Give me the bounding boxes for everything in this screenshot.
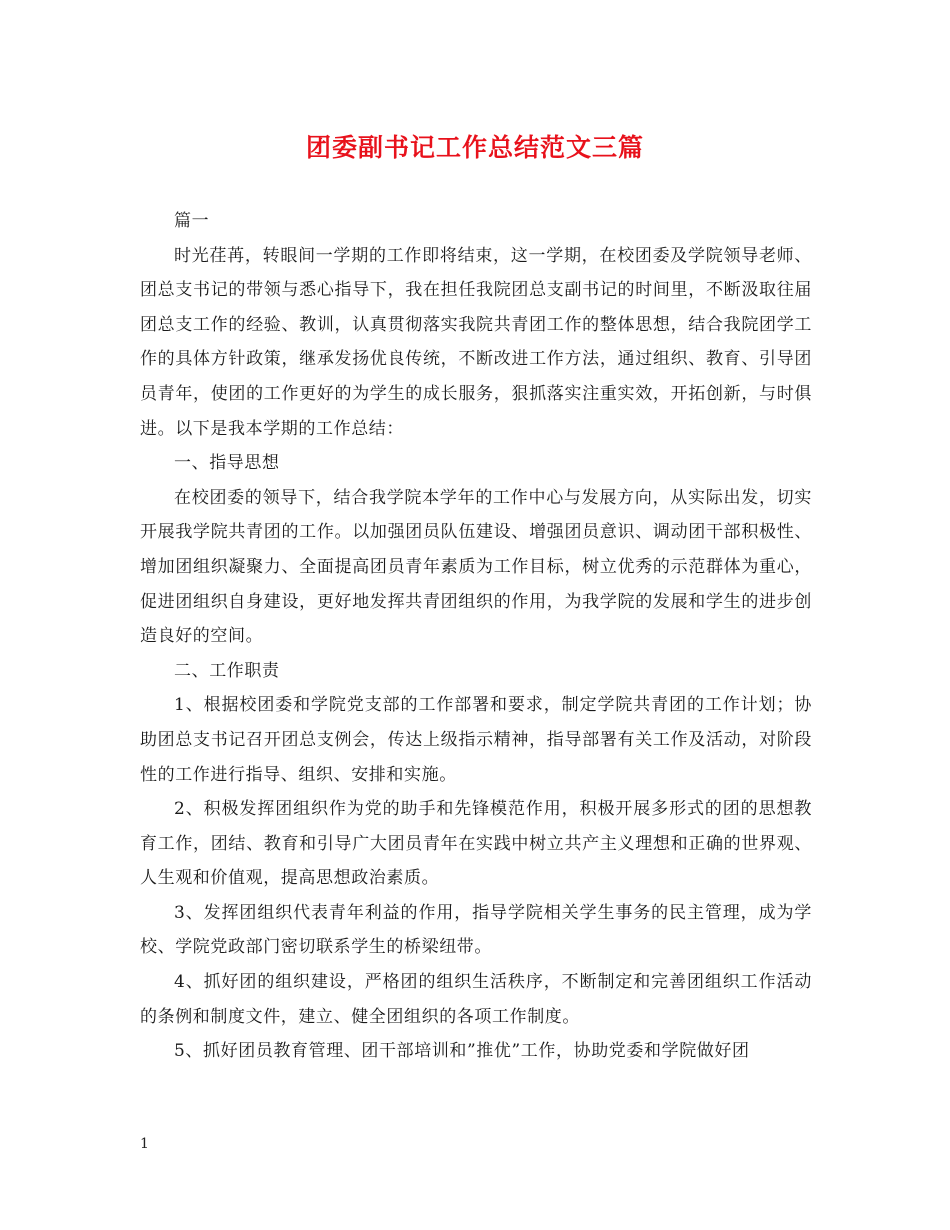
body-paragraph: 2、积极发挥团组织作为党的助手和先锋模范作用，积极开展多形式的团的思想教育工作，团结、教育和引导广大团员青年在实践中树立共产主义理想和正确的世界观、人生观和价值观，提高思想政治素质。 [140, 799, 812, 889]
body-paragraph: 1、根据校团委和学院党支部的工作部署和要求，制定学院共青团的工作计划；协助团总支书记召开团总支例会，传达上级指示精神，指导部署有关工作及活动，对阶段性的工作进行指导、组织、安排和实施。 [140, 695, 812, 785]
document-title: 团委副书记工作总结范文三篇 [305, 133, 644, 162]
section-label: 篇一 [174, 211, 210, 231]
body-paragraph: 3、发挥团组织代表青年利益的作用，指导学院相关学生事务的民主管理，成为学校、学院党政部门密切联系学生的桥梁纽带。 [140, 902, 812, 958]
document-body [140, 204, 812, 1069]
section-heading: 二、工作职责 [174, 660, 280, 681]
body-paragraph: 在校团委的领导下，结合我学院本学年的工作中心与发展方向，从实际出发，切实开展我学院共青团的工作。以加强团员队伍建设、增强团员意识、调动团干部积极性、增加团组织凝聚力、全面提高团员青年素质为工作目标，树立优秀的示范群体为重心，促进团组织自身建设，更好地发挥共青团组织的作用，为我学院的发展和学生的进步创造良好的空间。 [140, 487, 812, 647]
body-paragraph: 时光荏苒，转眼间一学期的工作即将结束，这一学期，在校团委及学院领导老师、团总支书记的带领与悉心指导下，我在担任我院团总支副书记的时间里，不断汲取往届团总支工作的经验、教训，认真贯彻落实我院共青团工作的整体思想，结合我院团学工作的具体方针政策，继承发扬优良传统，不断改进工作方法，通过组织、教育、引导团员青年，使团的工作更好的为学生的成长服务，狠抓落实注重实效，开拓创新，与时俱进。以下是我本学期的工作总结： [140, 245, 812, 439]
body-paragraph: 4、抓好团的组织建设，严格团的组织生活秩序，不断制定和完善团组织工作活动的条例和制度文件，建立、健全团组织的各项工作制度。 [140, 972, 812, 1027]
page-number: 1 [140, 1136, 149, 1152]
body-paragraph: 5、抓好团员教育管理、团干部培训和”推优”工作，协助党委和学院做好团 [174, 1041, 750, 1062]
section-heading: 一、指导思想 [174, 453, 280, 474]
